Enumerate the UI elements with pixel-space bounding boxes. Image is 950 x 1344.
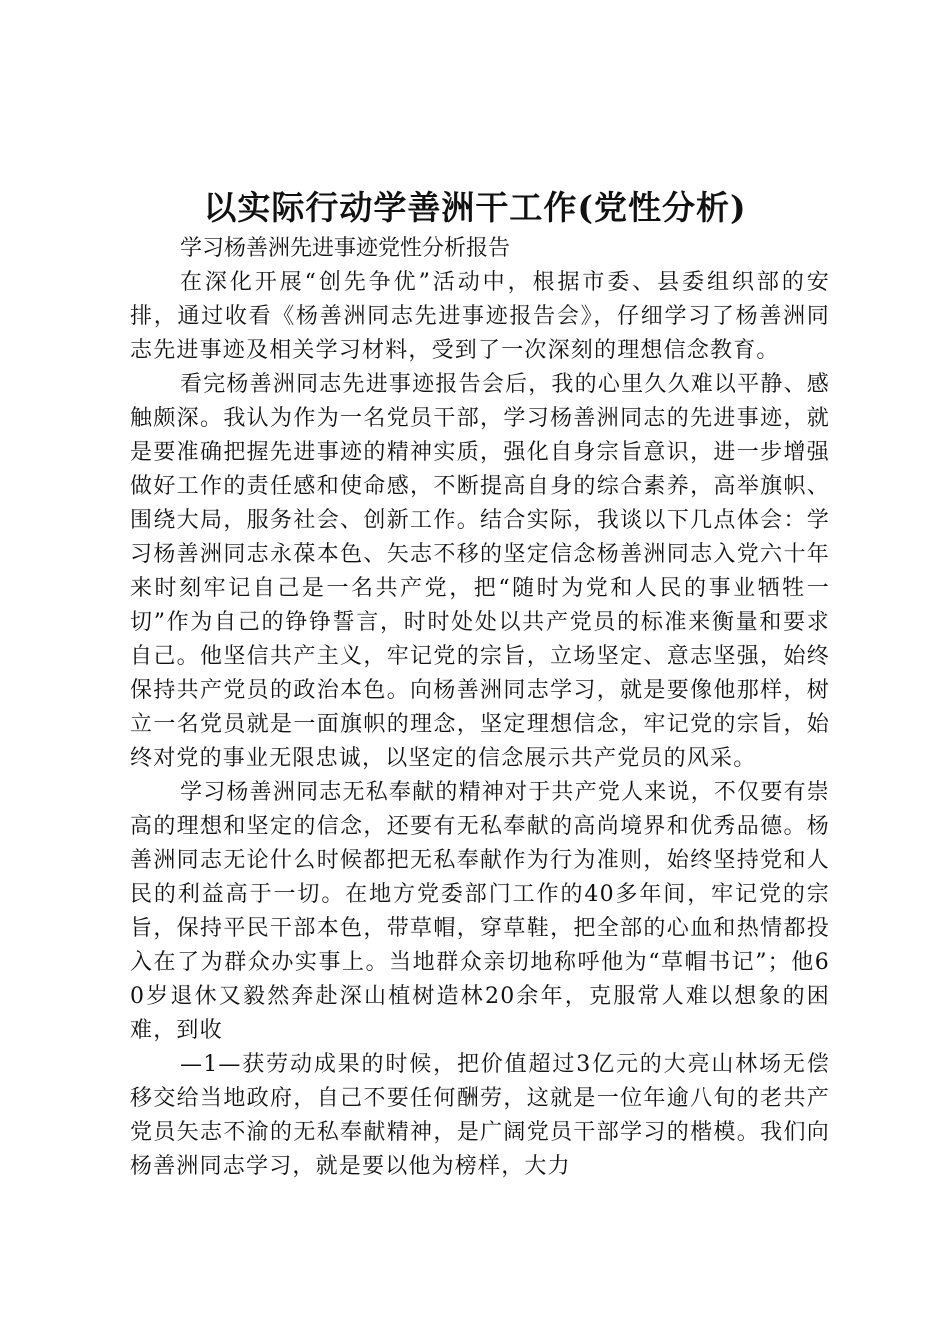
paragraph-2: 看完杨善洲同志先进事迹报告会后，我的心里久久难以平静、感触颇深。我认为作为一名党员干部，学习杨善洲同志的先进事迹，就是要准确把握先进事迹的精神实质，强化自身宗旨意识，进一步增强做好工作的责任感和使命感，不断提高自身的综合素养，高举旗帜、围绕大局，服务社会、创新工作。结合实际，我谈以下几点体会：学习杨善洲同志永葆本色、矢志不移的坚定信念杨善洲同志入党六十年来时刻牢记自己是一名共产党，把“随时为党和人民的事业牺牲一切”作为自己的铮铮誓言，时时处处以共产党员的标准来衡量和要求自己。他坚信共产主义，牢记党的宗旨，立场坚定、意志坚强，始终保持共产党员的政治本色。向杨善洲同志学习，就是要像他那样，树立一名党员就是一面旗帜的理念，坚定理想信念，牢记党的宗旨，始终对党的事业无限忠诚，以坚定的信念展示共产党员的风采。 [130,372,830,771]
paragraph-4: —1—获劳动成果的时候，把价值超过3亿元的大亮山林场无偿移交给当地政府，自己不要任何酬劳，这就是一位年逾八旬的老共产党员矢志不渝的无私奉献精神，是广阔党员干部学习的楷模。我们向杨善洲同志学习，就是要以他为榜样，大力 [130,1052,830,1179]
document-subtitle: 学习杨善洲先进事迹党性分析报告 [180,236,511,261]
document-title: 以实际行动学善洲干工作(党性分析) [203,188,747,227]
paragraph-3: 学习杨善洲同志无私奉献的精神对于共产党人来说，不仅要有崇高的理想和坚定的信念，还要有无私奉献的高尚境界和优秀品德。杨善洲同志无论什么时候都把无私奉献作为行为准则，始终坚持党和人民的利益高于一切。在地方党委部门工作的40多年间，牢记党的宗旨，保持平民干部本色，带草帽，穿草鞋，把全部的心血和热情都投入在了为群众办实事上。当地群众亲切地称呼他为“草帽书记”；他60岁退休又毅然奔赴深山植树造林20余年，克服常人难以想象的困难，到收 [130,780,830,1043]
paragraph-1: 在深化开展“创先争优”活动中，根据市委、县委组织部的安排，通过收看《杨善洲同志先进事迹报告会》，仔细学习了杨善洲同志先进事迹及相关学习材料，受到了一次深刻的理想信念教育。 [130,270,830,363]
document-body [130,266,830,1184]
